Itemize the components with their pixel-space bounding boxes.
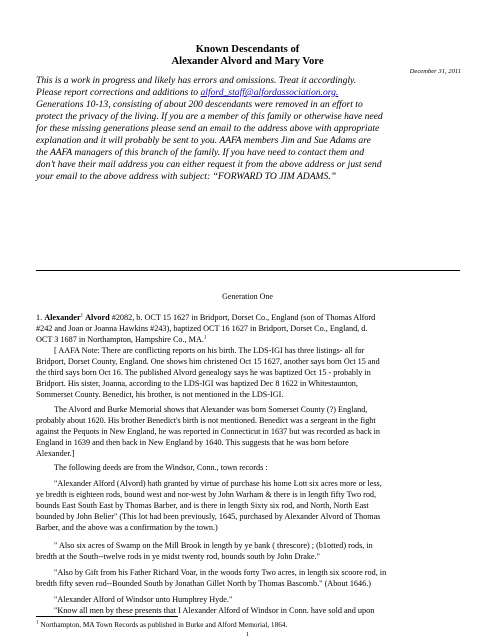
note-line: the third says born Oct 16. The published Alvord genealogy says he was baptized Oct 15 - probably in <box>36 368 371 377</box>
intro-line: the AAFA managers of this branch of the family. If you have need to contact them and <box>36 147 364 158</box>
deed-line: bounds East South East by Thomas Barber, and is there in length Sixty six rod, and North, North East <box>36 501 369 511</box>
intro-line: for these missing generations please send an email to the address above with appropriate <box>36 123 380 134</box>
entry-alexander <box>36 312 464 367</box>
memorial-line: against the Pequots in New England, he was reported in Connecticut in 1637 but was recorded as back in <box>36 427 381 437</box>
deed-1 <box>36 478 464 533</box>
deed-2 <box>36 540 464 562</box>
intro-line: Generations 10-13, consisting of about 200 descendants were removed in an effort to <box>36 99 363 110</box>
entry-number: 1. <box>36 313 43 322</box>
section-divider <box>36 270 460 271</box>
note-line: Bridport, Dorset County, England. One shows him christened Oct 15 1627, another says born Oct 15 and <box>36 357 380 367</box>
footnote-ref[interactable]: 1 <box>203 335 207 341</box>
deeds-intro <box>36 462 464 473</box>
intro-notice <box>36 75 465 183</box>
intro-line <box>36 87 465 99</box>
document-title-line-2: Alexander Alvord and Mary Vore <box>171 56 324 67</box>
footnote <box>36 620 287 629</box>
memorial-line: probably about 1620. His brother Benedict's birth is not mentioned. Benedict was a sergeant in the fight <box>36 416 376 426</box>
entry-text: OCT 3 1687 in Northampton, Hampshire Co., MA. <box>36 335 204 345</box>
intro-line: your email to the above address with subject: “FORWARD TO JIM ADAMS.” <box>36 171 337 182</box>
deed-line: ye bredth is eighteen rods, bound west and nor-west by John Warham & there is in length fifty Two rod, <box>36 490 377 500</box>
intro-line: This is a work in progress and likely has errors and omissions. Treat it accordingly. <box>36 75 357 86</box>
intro-line: don’t have their mail address you can either request it from the above address or just send <box>36 159 382 170</box>
footnote-divider <box>36 616 178 617</box>
footnote-mark: 1 <box>36 620 39 626</box>
note-line: Sommerset County. Benedict, his brother, is not mentioned in the LDS-IGI. <box>36 390 284 400</box>
deed-line: Barber, and the above was a confirmation by the town.) <box>36 523 218 533</box>
memorial-paragraph-continued <box>36 437 464 459</box>
intro-text: Please report corrections and additions to <box>36 87 201 98</box>
entry-text: #2082, b. OCT 15 1627 in Bridport, Dorset Co., England (son of Thomas Alford <box>111 313 376 322</box>
memorial-line: Alexander.] <box>36 449 75 459</box>
document-date: December 31, 2011 <box>409 68 461 75</box>
page-number: 1 <box>245 631 250 638</box>
entry-line <box>36 334 464 345</box>
memorial-line: England in 1639 and then back in New England by 1640. This suggests that he was born before <box>36 438 349 447</box>
email-link[interactable]: alford_staff@alfordassociation.org. <box>200 87 339 98</box>
entry-given-name: Alexander <box>44 313 81 322</box>
entry-superscript: 1 <box>80 313 84 319</box>
entry-line <box>36 312 464 323</box>
deed-line: "Also by Gift from his Father Richard Voar, in the woods forty Two acres, in length six scoore rod, in <box>54 568 387 577</box>
deeds-intro-line: The following deeds are from the Windsor, Conn., town records : <box>54 463 268 472</box>
footnote-text: Northampton, MA Town Records as published in Burke and Alford Memorial, 1864. <box>38 620 288 629</box>
deed-line: "Alexander Alford (Alvord) hath granted by virtue of purchase his home Lott six acres more or less, <box>54 479 382 488</box>
deed-5 <box>36 605 464 616</box>
aafa-note-continued <box>36 367 464 400</box>
note-line: [ AAFA Note: There are conflicting reports on his birth. The LDS-IGI has three listings- all for <box>54 346 365 356</box>
entry-line: #242 and Joan or Joanna Hawkins #243), baptized OCT 16 1627 in Bridport, Dorset Co., England, d. <box>36 324 368 334</box>
intro-line: protect the privacy of the living. If you are a member of this family or otherwise have need <box>36 111 383 122</box>
deed-line: bounded by John Belier" (This lot had been previously, 1645, purchased by Alexander Alvord of Thomas <box>36 512 381 522</box>
deed-line: bredth at the South--twelve rods in ye midst twenty rod, bounds south by John Drake." <box>36 552 320 562</box>
intro-line: explanation and it will probably be sent to you. AAFA members Jim and Sue Adams are <box>36 135 371 146</box>
memorial-paragraph <box>36 404 464 437</box>
generation-heading: Generation One <box>222 292 273 301</box>
deed-line: bredth fifty seven rod--Bounded South by Jonathan Gillet North by Thomas Bascomb." (About 1646.) <box>36 579 371 589</box>
document-title-line-1: Known Descendants of <box>195 44 300 55</box>
deed-line: "Know all men by these presents that I Alexander Alford of Windsor in Conn. have sold and upon <box>54 606 375 615</box>
deed-4 <box>36 594 464 605</box>
deed-3 <box>36 567 464 589</box>
deed-line: " Also six acres of Swamp on the Mill Brook in length by ye bank ( threscore) ; (b1otted) rods, in <box>54 541 373 550</box>
memorial-line: The Alvord and Burke Memorial shows that Alexander was born Somerset County (?) England, <box>54 405 368 414</box>
deed-line: "Alexander Alford of Windsor unto Humphrey Hyde." <box>54 595 233 604</box>
note-line: Bridport. His sister, Joanna, according to the LDS-IGI was baptized Dec 8 1622 in Whitestaunton, <box>36 379 358 389</box>
entry-surname: Alvord <box>85 313 110 322</box>
